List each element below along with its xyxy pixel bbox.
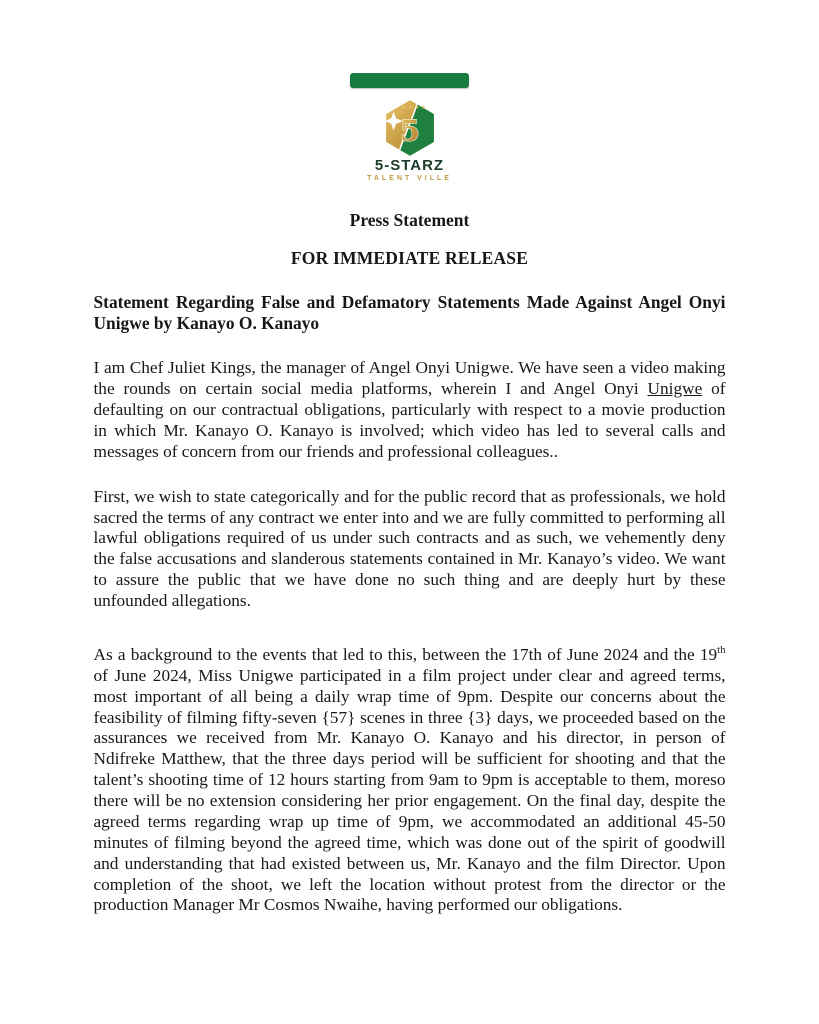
paragraph-commitment: First, we wish to state categorically and for the public record that as professionals, we hold sacred the terms of any contract we enter into and we are fully committed to performing all lawful obligations required of us under such contracts and as such, we vehemently deny the false accusations and slanderous statements contained in Mr. Kanayo’s video. We want to assure the public that we have done no such thing and are deeply hurt by these unfounded allegations.: [93, 486, 726, 611]
logo-tagline: TALENT VILLE: [367, 174, 452, 182]
press-statement-page: [94, 0, 726, 916]
release-line: FOR IMMEDIATE RELEASE: [290, 247, 529, 268]
logo-wordmark: 5-STARZ: [374, 157, 445, 174]
paragraph-background-part2: of June 2024, Miss Unigwe participated in a film project under clear and agreed terms, most important of all being a daily wrap time of 9pm. Despite our concerns about the feasibility of filming fifty-seven {57} scenes in three {3} days, we proceeded based on the assurances we received from Mr. Kanayo O. Kanayo and his director, in person of Ndifreke Matthew, that the three days period will be sufficient for shooting and that the talent’s shooting time of 12 hours starting from 9am to 9pm is acceptable to them, moreso there will be no extension considering her prior engagement. On the final day, despite the agreed terms regarding wrap up time of 9pm, we accommodated an additional 45-50 minutes of filming beyond the agreed time, which was done out of the spirit of goodwill and understanding that had existed between us, Mr. Kanayo and the film Director. Upon completion of the shoot, we left the location without protest from the director or the production Manager Mr Cosmos Nwaihe, having performed our obligations.: [93, 665, 726, 915]
press-statement-title: Press Statement: [349, 209, 470, 230]
logo-top-bar: [350, 73, 469, 88]
paragraph-intro: [94, 358, 726, 462]
paragraph-intro-part2: of defaulting on our contractual obligations, particularly with respect to a movie production in which Mr. Kanayo O. Kanayo is involved; which video has led to several calls and messages of concern from our friends and professional colleagues..: [93, 379, 726, 461]
paragraph-intro-part1: I am Chef Juliet Kings, the manager of Angel Onyi Unigwe. We have seen a video making the rounds on certain social media platforms, wherein I and Angel Onyi: [93, 358, 726, 399]
paragraph-background-part1: As a background to the events that led to this, between the 17th of June 2024 and the 19: [93, 644, 718, 664]
logo-block: [94, 73, 726, 183]
logo-icon: [377, 99, 443, 157]
paragraph-intro-underlined-name: Unigwe: [647, 379, 703, 399]
paragraph-background: [94, 645, 726, 916]
statement-heading: Statement Regarding False and Defamatory Statements Made Against Angel Onyi Unigwe by Kanayo O. Kanayo: [93, 291, 726, 334]
logo-small-stars-icon: ★ ★ ★ ★: [401, 105, 426, 112]
paragraph-background-ordinal-suffix: th: [717, 644, 726, 657]
logo-monogram: 5: [399, 113, 420, 148]
